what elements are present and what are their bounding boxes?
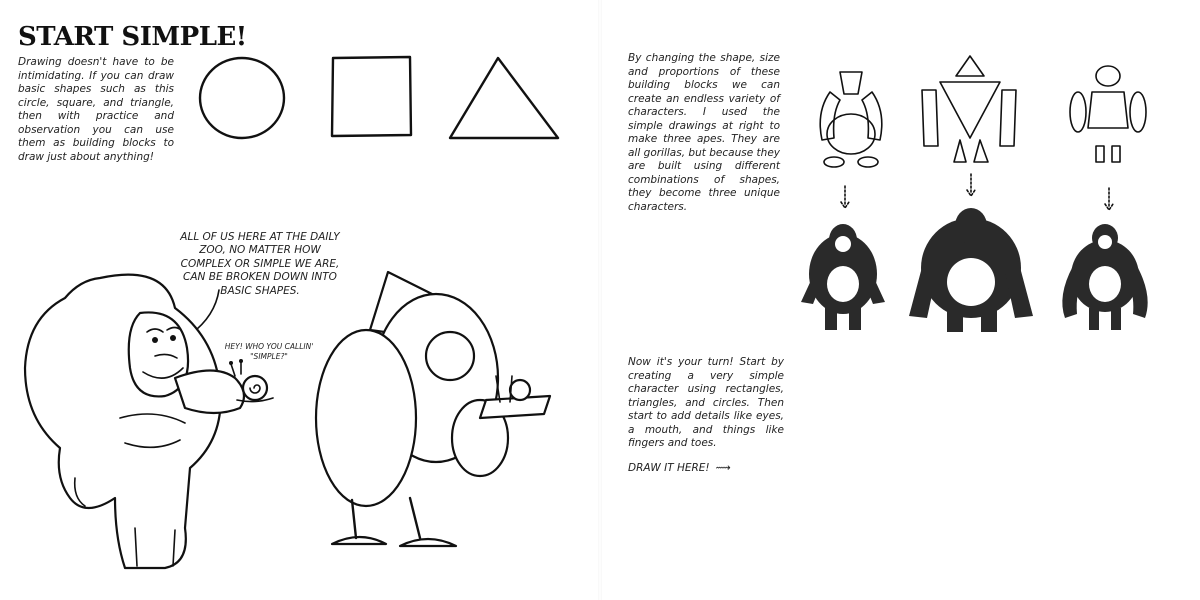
shape-diagram-2 [922, 56, 1016, 162]
triangle-shape [450, 58, 558, 138]
gorilla-3 [1062, 224, 1147, 330]
your-turn-paragraph: Now it's your turn! Start by creating a very simple character using rectangles, triangles, and circles. Then start to add details like eyes, a mouth, and things like fingers and toes. [628, 356, 784, 449]
drawing-area[interactable] [800, 350, 1190, 590]
speech-bubble-main: ALL OF US HERE AT THE DAILY ZOO, NO MATTER HOW COMPLEX OR SIMPLE WE ARE, CAN BE BROKEN DOWN INTO BASIC SHAPES. [180, 230, 340, 297]
gorilla-2 [909, 208, 1033, 332]
circle-shape [200, 58, 284, 138]
draw-it-here-label [628, 462, 731, 474]
basic-shapes [196, 52, 576, 144]
shapes-paragraph: By changing the shape, size and proportions of these building blocks we can create an endless variety of characters. I used the simple drawings at right to make three apes. They are all gorillas, but because they are built using different combinations of shapes, they become three unique characters. [628, 52, 780, 213]
page-title: START SIMPLE! [18, 22, 247, 52]
gorilla-illustration [15, 268, 315, 588]
square-shape [332, 57, 411, 136]
draw-it-here-text: DRAW IT HERE! [628, 462, 710, 474]
shape-diagram-3 [1070, 66, 1146, 162]
right-arrow-icon: ⟿ [715, 462, 731, 474]
finished-gorillas [795, 206, 1190, 338]
intro-paragraph: Drawing doesn't have to be intimidating. If you can draw basic shapes such as this circle, square, and triangle, then with practice and observation you can use them as building blocks to draw just about anything! [18, 56, 174, 163]
gorilla-1 [801, 224, 885, 330]
right-page [600, 0, 1200, 600]
shape-diagram-1 [820, 72, 882, 167]
shape-diagrams [810, 52, 1190, 222]
speech-bubble-snail: HEY! WHO YOU CALLIN' "SIMPLE?" [224, 341, 314, 361]
shape-gorilla-illustration [300, 268, 560, 558]
down-arrow-icon [964, 172, 978, 202]
